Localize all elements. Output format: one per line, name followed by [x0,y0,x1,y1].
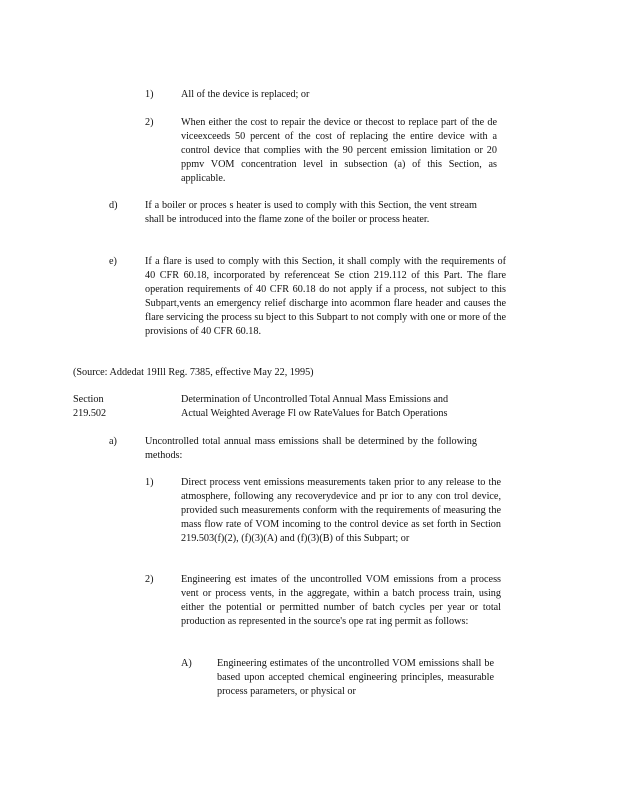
item-a2-label: 2) [145,574,154,585]
section-title-line-2: Actual Weighted Average Fl ow RateValues for Batch Operations [181,408,448,419]
section-number: Section 219.502 [73,394,107,419]
item-d-text: If a boiler or proces s heater is used to comply with this Section, the vent stream shall be introduced into the flame zone of the boiler or process heater. [145,200,477,225]
item-A-label: A) [181,658,192,669]
item-d-label: d) [109,200,118,211]
item-a1-text: Direct process vent emissions measurements taken prior to any release to the atmosphere, following any recoverydevice and pr ior to any con trol device, provided such measurements conform with the requirements of measuring the mass flow rate of VOM incoming to the control device as set forth in Section 219.503(f)(2), (f)(3)(A) and (f)(3)(B) of this Subpart; or [181,477,501,544]
item-a1-label: 1) [145,477,154,488]
section-title-line-1: Determination of Uncontrolled Total Annual Mass Emissions and [181,394,449,405]
item-2-text: When either the cost to repair the device or thecost to replace part of the de viceexceeds 50 percent of the cost of replacing the entire device with a control device that complies with the 90 percent emission limitation or 20 ppmv VOM concentration level in subsection (a) of this Section, as applicable. [181,117,497,184]
item-2-label: 2) [145,117,154,128]
item-e-text: If a flare is used to comply with this Section, it shall comply with the requirements of 40 CFR 60.18, incorporated by referenceat Se ction 219.112 of this Part. The flare operation requirements of 40 CFR 60.18 do not apply if a process, not subject to this Subpart,vents an emergency relief discharge into acommon flare header and causes the flare servicing the process su bject to this Subpart to not comply with one or more of the provisions of 40 CFR 60.18. [145,256,506,337]
item-a2-text: Engineering est imates of the uncontrolled VOM emissions from a process vent or process vents, in the aggregate, within a batch process train, using either the potential or permitted number of batch cycles per year or total production as represented in the source's ope rat ing permit as follows: [181,574,501,627]
item-1-text: All of the device is replaced; or [181,89,310,100]
item-A-text: Engineering estimates of the uncontrolled VOM emissions shall be based upon accepted chemical engineering principles, measurable process parameters, or physical or [217,658,494,697]
item-a-label: a) [109,436,117,447]
item-1-label: 1) [145,89,154,100]
item-a-text: Uncontrolled total annual mass emissions shall be determined by the following methods: [145,436,477,461]
item-e-label: e) [109,256,117,267]
source-note: (Source: Addedat 19Ill Reg. 7385, effective May 22, 1995) [73,367,314,378]
